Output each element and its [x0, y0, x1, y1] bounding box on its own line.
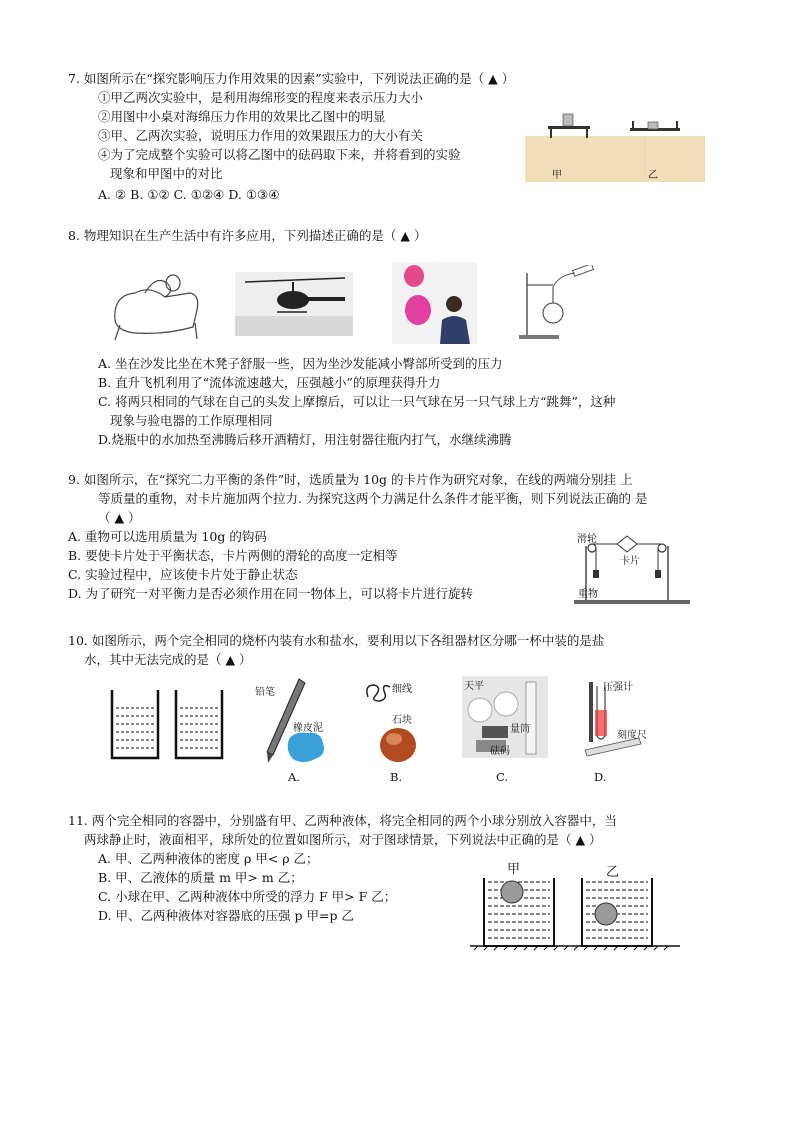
q9-figure-pulleys — [572, 530, 692, 610]
q8-figure-sofa — [105, 265, 205, 345]
q8-stem: 8. 物理知识在生产生活中有许多应用，下列描述正确的是（ ▲ ） — [68, 228, 427, 243]
q8-figure-flask-syringe — [515, 265, 600, 345]
q10-caption-b: B. — [390, 770, 403, 784]
q9-option-d: D. 为了研究一对平衡力是否必须作用在同一物体上，可以将卡片进行旋转 — [68, 586, 474, 601]
q11-stem-cont: 两球静止时，液面相平，球所处的位置如图所示，对于图球情景，下列说法中正确的是（ ▲ ） — [84, 832, 602, 847]
q7-statement-3: ③甲、乙两次实验，说明压力作用的效果跟压力的大小有关 — [98, 128, 424, 143]
q10-fig-label-cylinder: 量筒 — [510, 724, 530, 735]
q7-statement-4-cont: 现象和甲图中的对比 — [110, 166, 223, 181]
q8-figure-helicopter — [235, 272, 353, 336]
q11-option-d: D. 甲、乙两种液体对容器底的压强 p 甲=p 乙 — [98, 908, 354, 923]
q10-fig-label-thread: 细线 — [392, 684, 412, 695]
q9-stem-mark: （ ▲ ） — [98, 510, 141, 525]
q10-caption-d: D. — [594, 770, 607, 784]
q9-option-b: B. 要使卡片处于平衡状态，卡片两侧的滑轮的高度一定相等 — [68, 548, 398, 563]
q10-fig-label-ruler: 刻度尺 — [617, 730, 647, 741]
q10-figure-pressure-gauge — [575, 676, 650, 766]
q10-stem-cont: 水，其中无法完成的是（ ▲ ） — [84, 652, 252, 667]
q10-fig-label-stone: 石块 — [392, 715, 412, 726]
q10-figure-pencil-clay — [255, 675, 330, 770]
q8-option-b: B. 直升飞机利用了“流体流速越大，压强越小”的原理获得升力 — [98, 375, 441, 390]
q9-option-c: C. 实验过程中，应该使卡片处于静止状态 — [68, 567, 298, 582]
q8-option-d: D.烧瓶中的水加热至沸腾后移开酒精灯，用注射器往瓶内打气，水继续沸腾 — [98, 432, 512, 447]
q10-caption-a: A. — [288, 770, 300, 784]
q10-figure-balance — [462, 676, 548, 758]
q11-option-b: B. 甲、乙液体的质量 m 甲> m 乙； — [98, 870, 303, 885]
q9-stem-cont: 等质量的重物，对卡片施加两个拉力. 为探究这两个力满足什么条件才能平衡，则下列说法正确的 是 — [98, 491, 648, 506]
q7-statement-1: ①甲乙两次实验中，是利用海绵形变的程度来表示压力大小 — [98, 90, 424, 105]
q9-stem: 9. 如图所示，在“探究二力平衡的条件”时，选质量为 10g 的卡片作为研究对象，在线的两端分别挂 上 — [68, 472, 633, 487]
q11-figure-containers — [470, 858, 680, 954]
q9-fig-label-pulley: 滑轮 — [577, 534, 597, 545]
q7-fig-label-yi: 乙 — [648, 170, 658, 181]
q9-fig-label-card: 卡片 — [620, 556, 640, 567]
q10-fig-label-weights: 砝码 — [490, 746, 510, 757]
q9-fig-label-weight: 重物 — [578, 589, 598, 600]
q11-fig-label-jia: 甲 — [507, 862, 521, 877]
q7-figure-sponge-table — [520, 100, 710, 182]
q10-fig-label-gauge: 压强计 — [603, 682, 633, 693]
q8-option-c: C. 将两只相同的气球在自己的头发上摩擦后，可以让一只气球在另一只气球上方“跳舞”，这种 — [98, 394, 616, 409]
q7-statement-2: ②用图中小桌对海绵压力作用的效果比乙图中的明显 — [98, 109, 386, 124]
q10-fig-label-pencil: 铅笔 — [255, 687, 275, 698]
q8-option-c-cont: 现象与验电器的工作原理相同 — [110, 413, 273, 428]
q7-options: A. ② B. ①② C. ①②④ D. ①③④ — [98, 187, 280, 202]
q10-caption-c: C. — [496, 770, 509, 784]
q8-figure-balloons — [392, 262, 477, 344]
q7-statement-4: ④为了完成整个实验可以将乙图中的砝码取下来，并将看到的实验 — [98, 147, 461, 162]
q11-fig-label-yi: 乙 — [606, 865, 620, 880]
q11-stem: 11. 两个完全相同的容器中，分别盛有甲、乙两种液体，将完全相同的两个小球分别放入容器中，当 — [68, 813, 617, 828]
q10-stem: 10. 如图所示，两个完全相同的烧杯内装有水和盐水，要利用以下各组器材区分哪一杯中装的是盐 — [68, 633, 605, 648]
q10-fig-label-balance: 天平 — [464, 681, 484, 692]
q7-fig-label-jia: 甲 — [552, 170, 562, 181]
q11-option-a: A. 甲、乙两种液体的密度 ρ 甲< ρ 乙； — [98, 851, 319, 866]
q11-option-c: C. 小球在甲、乙两种液体中所受的浮力 F 甲> F 乙； — [98, 889, 397, 904]
q8-option-a: A. 坐在沙发比坐在木凳子舒服一些，因为坐沙发能减小臀部所受到的压力 — [98, 356, 503, 371]
q10-fig-label-clay: 橡皮泥 — [293, 723, 323, 734]
q10-figure-beakers — [108, 688, 226, 760]
q10-figure-thread-stone — [360, 675, 435, 770]
q7-stem: 7. 如图所示在“探究影响压力作用效果的因素”实验中，下列说法正确的是（ ▲ ） — [68, 71, 515, 86]
q9-option-a: A. 重物可以选用质量为 10g 的钩码 — [68, 529, 267, 544]
